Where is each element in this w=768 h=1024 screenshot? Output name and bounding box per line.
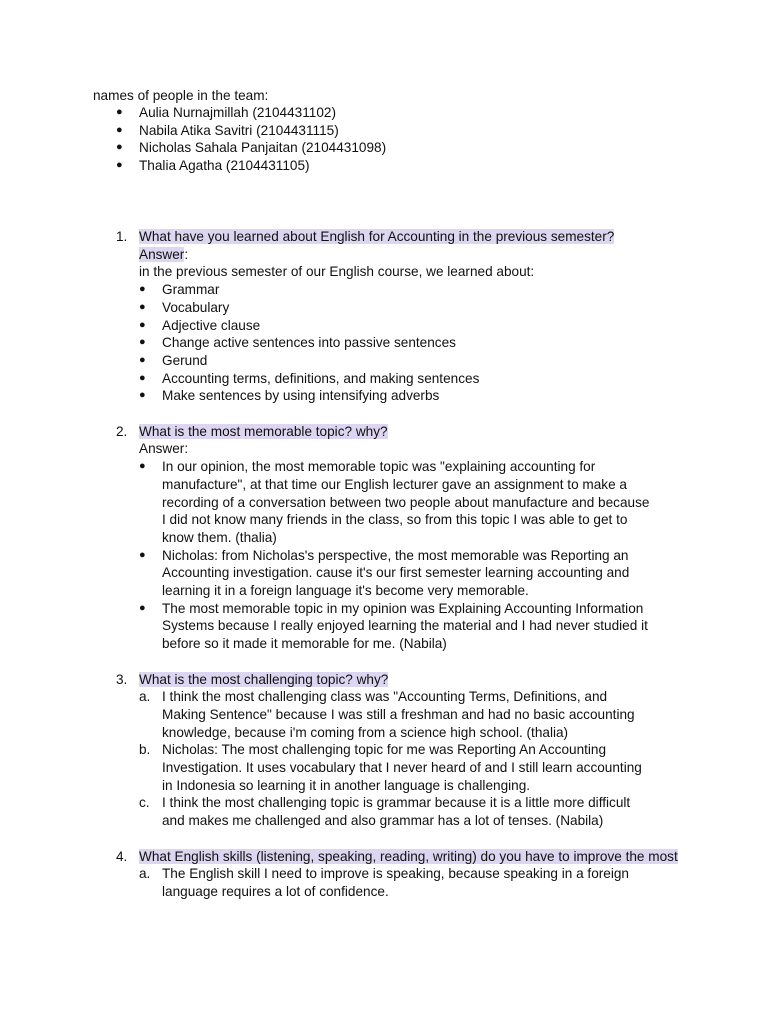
list-item: ● The most memorable topic in my opinion was Explaining Accounting Information Systems because I really enjoyed learning the material and I had never studied it before so it made it memorable for me. (Nabila) <box>139 600 651 653</box>
list-item: ● Adjective clause <box>139 317 651 335</box>
answer-list <box>139 281 651 405</box>
answer-label: Answer: <box>139 441 189 457</box>
list-marker: a. <box>139 689 151 705</box>
team-member-list <box>116 104 716 175</box>
list-item <box>139 688 651 741</box>
question-number: 2. <box>116 423 128 439</box>
question-text: What is the most challenging topic? why? <box>139 671 389 687</box>
list-item: ● Make sentences by using intensifying adverbs <box>139 387 651 405</box>
list-marker: b. <box>139 742 151 758</box>
question-text: What have you learned about English for Accounting in the previous semester? <box>139 229 615 244</box>
answer-list <box>139 688 651 830</box>
question-number: 4. <box>116 848 128 864</box>
question-3 <box>116 671 696 830</box>
answer-list <box>139 865 651 900</box>
list-item-text: The English skill I need to improve is speaking, because speaking in a foreign language requires a lot of confidence. <box>162 866 629 899</box>
answer-intro: in the previous semester of our English course, we learned about: <box>139 264 535 280</box>
answer-list <box>139 458 651 653</box>
list-item: ● In our opinion, the most memorable topic was "explaining accounting for manufacture", at that time our English lecturer gave an assignment to make a recording of a conversation between two people about manufacture and because I did not know many friends in the class, so from this topic I was able to get to know them. (thalia) <box>139 458 651 547</box>
team-member: ● Nabila Atika Savitri (2104431115) <box>116 122 716 140</box>
list-item: ● Grammar <box>139 281 651 299</box>
list-item: ● Nicholas: from Nicholas's perspective, the most memorable was Reporting an Accounting investigation. cause it's our first semester learning accounting and learning it in a foreign language it's become very memorable. <box>139 547 651 600</box>
question-number: 1. <box>116 229 128 244</box>
list-item: ● Accounting terms, definitions, and making sentences <box>139 370 651 388</box>
list-item: ● Vocabulary <box>139 299 651 317</box>
list-item <box>139 794 651 829</box>
list-item: ● Gerund <box>139 352 651 370</box>
question-number: 3. <box>116 671 128 687</box>
question-1 <box>116 228 696 405</box>
question-list <box>116 228 696 918</box>
answer-label: Answer: <box>139 246 189 262</box>
list-item-text: I think the most challenging topic is grammar because it is a little more difficult and makes me challenged and also grammar has a lot of tenses. (Nabila) <box>162 795 631 829</box>
question-text: What English skills (listening, speaking, reading, writing) do you have to improve the most <box>139 848 678 864</box>
list-item <box>139 865 651 900</box>
list-item-text: Nicholas: The most challenging topic for me was Reporting An Accounting Investigation. It uses vocabulary that I never heard of and I still learn accounting in Indonesia so learning it in another language is challenging. <box>162 742 642 793</box>
question-4 <box>116 848 696 901</box>
question-2 <box>116 423 696 653</box>
team-heading: names of people in the team: <box>93 88 269 103</box>
list-item <box>139 741 651 794</box>
team-member: ● Aulia Nurnajmillah (2104431102) <box>116 104 716 122</box>
list-marker: c. <box>139 795 150 811</box>
team-member: ● Thalia Agatha (2104431105) <box>116 157 716 175</box>
team-member: ● Nicholas Sahala Panjaitan (2104431098) <box>116 139 716 157</box>
list-marker: a. <box>139 866 151 882</box>
question-text: What is the most memorable topic? why? <box>139 423 388 439</box>
list-item: ● Change active sentences into passive sentences <box>139 334 651 352</box>
list-item-text: I think the most challenging class was "Accounting Terms, Definitions, and Making Sentence" because I was still a freshman and had no basic accounting knowledge, because i'm coming from a science high school. (thalia) <box>162 689 635 740</box>
